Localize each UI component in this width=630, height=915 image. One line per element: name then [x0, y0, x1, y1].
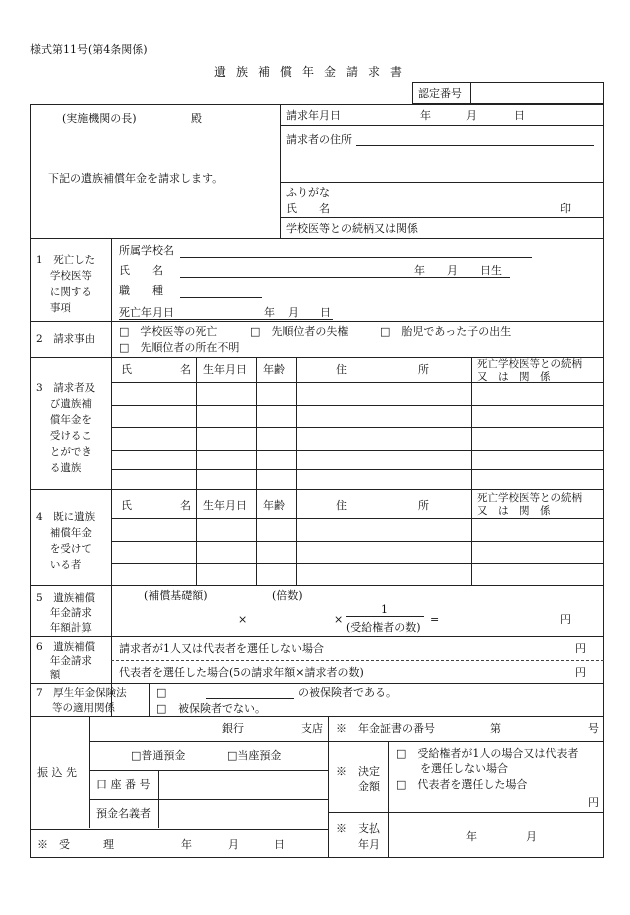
request-day-unit: 日	[514, 109, 525, 122]
occupation-field[interactable]	[180, 284, 262, 297]
multiplier-label: (倍数)	[272, 589, 303, 602]
form-title: 遺 族 補 償 年 金 請 求 書	[213, 65, 402, 79]
sec4-label: 4 既に遺族 補償年金 を受けて いる者	[36, 511, 96, 571]
receipt-label: ※ 受 理	[37, 838, 114, 851]
birth-date-label: 年 月 日生	[414, 264, 502, 277]
branch-unit: 支店	[301, 722, 323, 735]
decided-amount-label-2: 金額	[358, 780, 380, 793]
sec3-header-address-2: 所	[418, 363, 429, 376]
base-amount-label: (補償基礎額)	[144, 589, 208, 602]
decided-amount-yen: 円	[588, 796, 599, 809]
pension-cert-go: 号	[588, 722, 599, 735]
insured-checkbox[interactable]: □	[156, 686, 167, 699]
decided-amount-label: ※ 決定	[336, 765, 380, 778]
sec3-header-relation: 死亡学校医等との続柄	[477, 358, 582, 370]
request-text: 下記の遺族補償年金を請求します。	[48, 172, 224, 185]
cert-number-label: 認定番号	[418, 87, 462, 100]
death-date-label: 死亡年月日	[119, 306, 174, 319]
relation-label: 学校医等との続柄又は関係	[286, 222, 418, 235]
sec7-label-1: 7 厚生年金保険法	[36, 687, 127, 699]
sec3-header-age: 年齢	[263, 363, 285, 376]
sec3-header-name: 氏	[121, 363, 132, 376]
annual-amount-yen: 円	[560, 613, 571, 626]
times-sign-1: ×	[238, 613, 248, 626]
reason-option-death[interactable]: □ 学校医等の死亡	[119, 325, 218, 338]
sec3-header-name-2: 名	[180, 363, 191, 376]
equals-sign: =	[430, 613, 440, 626]
sec3-label: 3 請求者及 び遺族補 償年金を 受けるこ とができ る遺族	[36, 382, 96, 474]
request-date-label: 請求年月日	[286, 109, 341, 122]
receipt-day-unit: 日	[274, 838, 285, 851]
decided-option-single-2: を選任しない場合	[420, 762, 508, 775]
receipt-year-unit: 年	[181, 838, 192, 851]
bank-unit: 銀行	[222, 722, 244, 735]
sec4-header-address: 住	[336, 499, 347, 512]
amount-single-label: 請求者が1人又は代表者を選任しない場合	[119, 642, 324, 655]
account-holder-field[interactable]	[162, 803, 324, 825]
death-year-unit: 年	[264, 306, 275, 319]
sec3-header-birth: 生年月日	[203, 363, 247, 376]
payment-year-unit: 年	[466, 830, 477, 843]
sec4-header-relation-2: 又 は 関 係	[477, 505, 551, 517]
fraction-denominator: (受給権者の数)	[346, 621, 421, 634]
furigana-label: ふりがな	[286, 186, 330, 199]
request-date-field[interactable]	[360, 108, 600, 122]
payment-month-unit: 月	[526, 830, 537, 843]
request-year-unit: 年	[420, 109, 431, 122]
amount-single-yen: 円	[575, 642, 586, 655]
address-label: 請求者の住所	[286, 133, 352, 146]
school-name-label: 所属学校名	[119, 244, 174, 257]
form-number: 様式第11号(第4条関係)	[30, 43, 148, 56]
honorific: 殿	[191, 112, 202, 125]
sec4-header-name-2: 名	[180, 499, 191, 512]
transfer-label: 振 込 先	[37, 766, 77, 779]
request-month-unit: 月	[466, 109, 477, 122]
reason-option-birth[interactable]: □ 胎児であった子の出生	[380, 325, 512, 338]
receipt-month-unit: 月	[228, 838, 239, 851]
cert-number-field[interactable]	[474, 86, 600, 102]
school-name-field[interactable]	[180, 244, 532, 257]
sec1-label: 1 死亡した 学校医等 に関する 事項	[36, 254, 96, 314]
decided-option-single[interactable]: □ 受給権者が1人の場合又は代表者	[396, 747, 579, 760]
ordinary-deposit-option[interactable]: □普通預金	[131, 749, 186, 762]
addressee-label: (実施機関の長)	[62, 112, 137, 125]
death-month-unit: 月	[288, 306, 299, 319]
pension-cert-label: ※ 年金証書の番号	[336, 722, 435, 735]
account-holder-label: 預金名義者	[96, 807, 151, 820]
sec4-header-age: 年齢	[263, 499, 285, 512]
deceased-name-label: 氏 名	[119, 264, 163, 277]
bank-name-field[interactable]	[146, 723, 220, 737]
insurance-law-field[interactable]	[206, 685, 294, 698]
sec7-label-2: 等の適用関係	[52, 702, 115, 714]
sec5-label: 5 遺族補償 年金請求 年額計算	[36, 592, 96, 634]
decided-option-rep[interactable]: □ 代表者を選任した場合	[396, 778, 528, 791]
address-field[interactable]	[356, 131, 594, 145]
amount-rep-label: 代表者を選任した場合(5の請求年額×請求者の数)	[119, 666, 364, 679]
sec3-header-address: 住	[336, 363, 347, 376]
sec4-header-relation: 死亡学校医等との続柄	[477, 492, 582, 504]
account-number-field[interactable]	[162, 774, 324, 796]
fraction-numerator: 1	[381, 603, 388, 616]
amount-rep-yen: 円	[575, 666, 586, 679]
times-sign-2: ×	[334, 613, 344, 626]
death-day-unit: 日	[320, 306, 331, 319]
seal-mark: 印	[560, 202, 571, 215]
claimant-name-field[interactable]	[352, 199, 552, 214]
reason-option-forfeit[interactable]: □ 先順位者の失権	[250, 325, 349, 338]
occupation-label: 職 種	[119, 284, 163, 297]
sec4-header-birth: 生年月日	[203, 499, 247, 512]
current-deposit-option[interactable]: □当座預金	[227, 749, 282, 762]
account-number-label: 口 座 番 号	[96, 778, 151, 791]
sec4-header-address-2: 所	[418, 499, 429, 512]
reason-option-missing[interactable]: □ 先順位者の所在不明	[119, 341, 240, 354]
insured-text: の被保険者である。	[298, 686, 397, 699]
payment-label: ※ 支払	[336, 822, 380, 835]
not-insured-text: 被保険者でない。	[178, 702, 266, 715]
sec6-label: 6 遺族補償 年金請求 額	[36, 641, 96, 681]
sec4-header-name: 氏	[121, 499, 132, 512]
sec2-label: 2 請求事由	[36, 333, 96, 345]
pension-cert-dai: 第	[490, 722, 501, 735]
claimant-name-label: 氏 名	[286, 202, 330, 215]
not-insured-checkbox[interactable]: □	[156, 702, 167, 715]
deceased-name-field[interactable]	[180, 264, 410, 277]
payment-label-2: 年月	[358, 838, 380, 851]
sec3-header-relation-2: 又 は 関 係	[477, 371, 551, 383]
